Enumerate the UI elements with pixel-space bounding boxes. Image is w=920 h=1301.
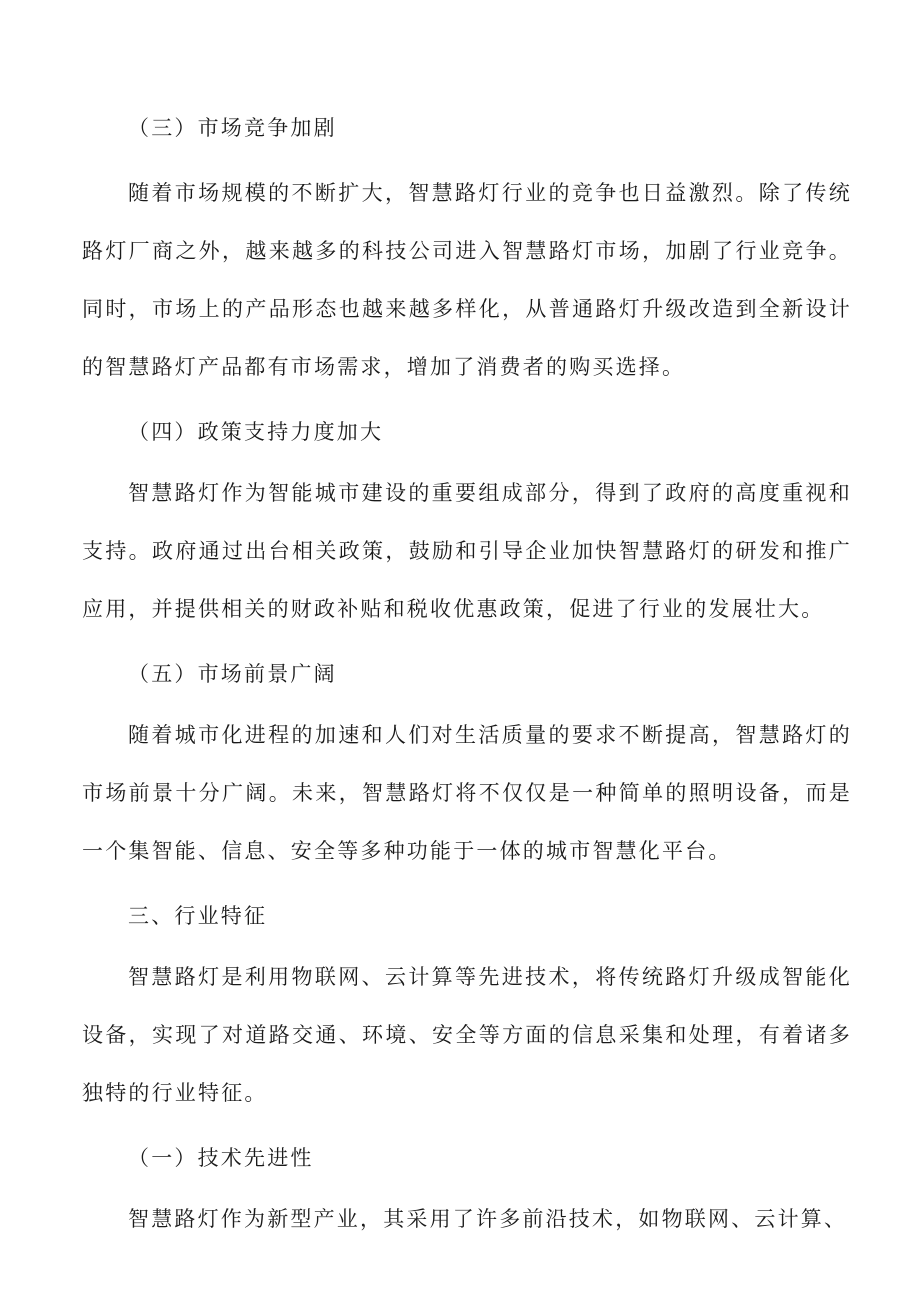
document-page xyxy=(82,96,852,1252)
paragraph-market-competition: 随着市场规模的不断扩大，智慧路灯行业的竞争也日益激烈。除了传统路灯厂商之外，越来越多的科技公司进入智慧路灯市场，加剧了行业竞争。同时，市场上的产品形态也越来越多样化，从普通路灯升级改造到全新设计的智慧路灯产品都有市场需求，增加了消费者的购买选择。 xyxy=(82,181,852,379)
section-heading-technology-advancement: （一）技术先进性 xyxy=(128,1146,314,1170)
paragraph-technology-advancement: 智慧路灯作为新型产业，其采用了许多前沿技术，如物联网、云计算、 xyxy=(128,1207,848,1231)
paragraph-market-prospects: 随着城市化进程的加速和人们对生活质量的要求不断提高，智慧路灯的市场前景十分广阔。未来，智慧路灯将不仅仅是一种简单的照明设备，而是一个集智能、信息、安全等多种功能于一体的城市智慧化平台。 xyxy=(82,723,852,863)
section-heading-policy-support: （四）政策支持力度加大 xyxy=(128,420,384,444)
section-heading-market-prospects: （五）市场前景广阔 xyxy=(128,662,337,686)
section-heading-industry-features: 三、行业特征 xyxy=(128,904,268,928)
paragraph-industry-features: 智慧路灯是利用物联网、云计算等先进技术，将传统路灯升级成智能化设备，实现了对道路交通、环境、安全等方面的信息采集和处理，有着诸多独特的行业特征。 xyxy=(82,965,852,1105)
paragraph-policy-support: 智慧路灯作为智能城市建设的重要组成部分，得到了政府的高度重视和支持。政府通过出台相关政策，鼓励和引导企业加快智慧路灯的研发和推广应用，并提供相关的财政补贴和税收优惠政策，促进了行业的发展壮大。 xyxy=(82,481,852,621)
section-heading-market-competition: （三）市场竞争加剧 xyxy=(128,116,337,140)
